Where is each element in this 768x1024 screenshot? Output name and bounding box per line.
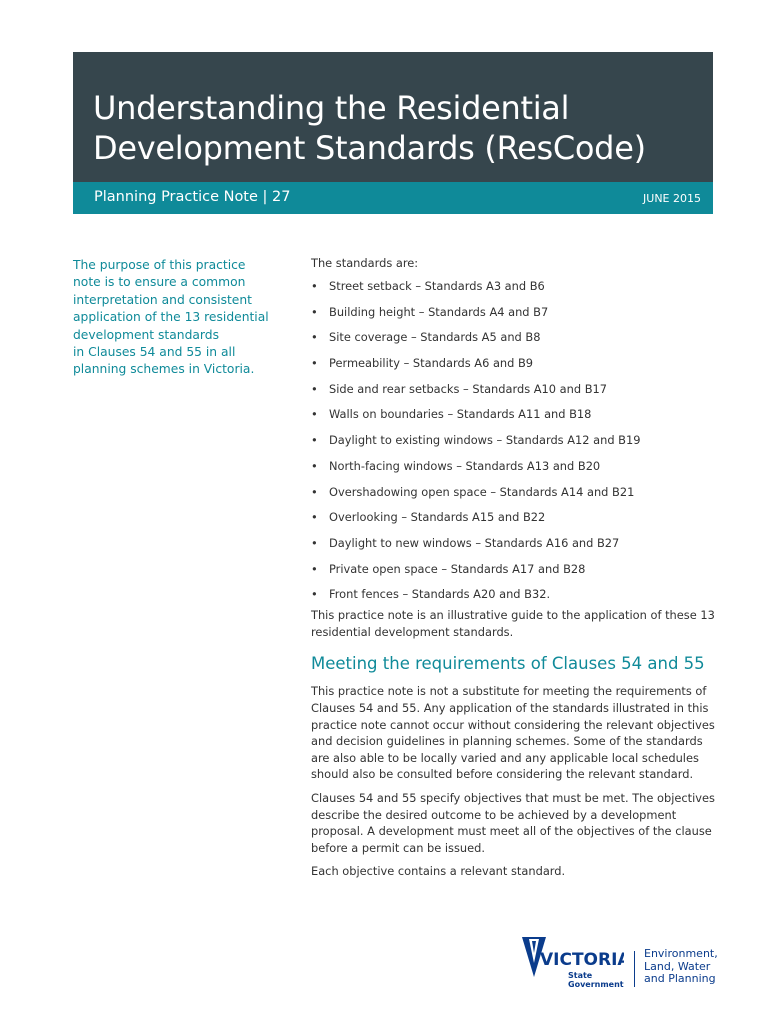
paragraph-line: Clauses 54 and 55 specify objectives that must be met. The objectives xyxy=(311,791,715,805)
department-line: Land, Water xyxy=(644,959,711,973)
list-item xyxy=(311,382,731,408)
standard-paragraph: Each objective contains a relevant standard. xyxy=(311,864,566,879)
document-title xyxy=(93,88,693,168)
standards-list xyxy=(311,279,731,607)
bullet-icon: • xyxy=(311,458,318,473)
list-item-text: Street setback – Standards A3 and B6 xyxy=(329,279,545,293)
bullet-icon: • xyxy=(311,561,318,576)
department-name xyxy=(644,948,718,986)
paragraph-line: before a permit can be issued. xyxy=(311,840,486,855)
paragraph-line: This practice note is an illustrative guide to the application of these 13 xyxy=(311,608,715,623)
paragraph-line: practice note cannot occur without considering the relevant objectives xyxy=(311,717,715,732)
intro-purpose-text xyxy=(73,257,283,379)
government-wordmark: Government xyxy=(568,980,624,989)
requirements-paragraph xyxy=(311,683,731,783)
bullet-icon: • xyxy=(311,304,318,319)
list-item xyxy=(311,459,731,485)
intro-line: development standards xyxy=(73,327,219,342)
section-heading: Meeting the requirements of Clauses 54 and 55 xyxy=(311,654,705,674)
bullet-icon: • xyxy=(311,510,318,525)
list-item-text: Side and rear setbacks – Standards A10 and B17 xyxy=(329,381,608,396)
list-item xyxy=(311,485,731,511)
list-item-text: Overlooking – Standards A15 and B22 xyxy=(329,510,546,525)
paragraph-line: describe the desired outcome to be achieved by a development xyxy=(311,807,677,822)
intro-line: application of the 13 residential xyxy=(73,310,269,325)
bullet-icon: • xyxy=(311,587,318,602)
list-item xyxy=(311,305,731,331)
intro-line: note is to ensure a common xyxy=(73,275,246,290)
intro-line: The purpose of this practice xyxy=(73,258,246,272)
paragraph-line: proposal. A development must meet all of the objectives of the clause xyxy=(311,824,712,839)
list-item xyxy=(311,587,731,607)
title-line-2: Development Standards (ResCode) xyxy=(93,129,646,167)
bullet-icon: • xyxy=(311,535,318,550)
intro-line: planning schemes in Victoria. xyxy=(73,362,255,377)
list-item-text: Front fences – Standards A20 and B32. xyxy=(329,587,551,602)
paragraph-line: Clauses 54 and 55. Any application of the standards illustrated in this xyxy=(311,701,709,716)
list-item-text: Daylight to existing windows – Standards A12 and B19 xyxy=(329,433,641,448)
paragraph-line: residential development standards. xyxy=(311,624,514,639)
list-item-text: Site coverage – Standards A5 and B8 xyxy=(329,330,541,345)
bullet-icon: • xyxy=(311,433,318,448)
list-item-text: Building height – Standards A4 and B7 xyxy=(329,304,549,319)
victoria-triangle-icon xyxy=(520,935,624,993)
standards-lead: The standards are: xyxy=(311,256,419,270)
list-item-text: North-facing windows – Standards A13 and B20 xyxy=(329,458,601,473)
list-item xyxy=(311,330,731,356)
bullet-icon: • xyxy=(311,356,318,371)
paragraph-line: are also able to be locally varied and any applicable local schedules xyxy=(311,750,699,765)
list-item xyxy=(311,407,731,433)
publication-date: JUNE 2015 xyxy=(643,192,701,205)
bullet-icon: • xyxy=(311,407,318,422)
state-wordmark: State xyxy=(568,971,593,980)
victoria-state-logo xyxy=(520,935,624,993)
department-line: Environment, xyxy=(644,947,718,960)
list-item-text: Permeability – Standards A6 and B9 xyxy=(329,356,534,371)
logo-divider xyxy=(634,951,635,987)
list-item xyxy=(311,356,731,382)
list-item xyxy=(311,279,731,305)
bullet-icon: • xyxy=(311,279,318,293)
bullet-icon: • xyxy=(311,381,318,396)
list-item xyxy=(311,433,731,459)
bullet-icon: • xyxy=(311,330,318,345)
paragraph-line: This practice note is not a substitute for meeting the requirements of xyxy=(311,684,707,699)
subtitle-bar xyxy=(73,182,713,214)
list-item xyxy=(311,562,731,588)
paragraph-line: should also be consulted before considering the relevant standard. xyxy=(311,767,694,782)
list-item-text: Private open space – Standards A17 and B28 xyxy=(329,561,586,576)
title-line-1: Understanding the Residential xyxy=(93,89,570,127)
victoria-government-logo xyxy=(520,935,720,995)
department-line: and Planning xyxy=(644,972,716,985)
list-item-text: Daylight to new windows – Standards A16 and B27 xyxy=(329,535,620,550)
intro-line: interpretation and consistent xyxy=(73,292,252,307)
paragraph-line: and decision guidelines in planning schemes. Some of the standards xyxy=(311,734,703,749)
list-item xyxy=(311,510,731,536)
intro-line: in Clauses 54 and 55 in all xyxy=(73,345,236,360)
list-item-text: Walls on boundaries – Standards A11 and B18 xyxy=(329,407,592,422)
victoria-wordmark: VICTORIA xyxy=(540,950,624,970)
after-list-paragraph xyxy=(311,607,731,640)
document-header xyxy=(73,52,713,182)
list-item xyxy=(311,536,731,562)
objectives-paragraph xyxy=(311,790,731,856)
list-item-text: Overshadowing open space – Standards A14 and B21 xyxy=(329,484,635,499)
practice-note-label: Planning Practice Note | 27 xyxy=(94,189,291,205)
bullet-icon: • xyxy=(311,484,318,499)
main-column xyxy=(311,256,731,887)
